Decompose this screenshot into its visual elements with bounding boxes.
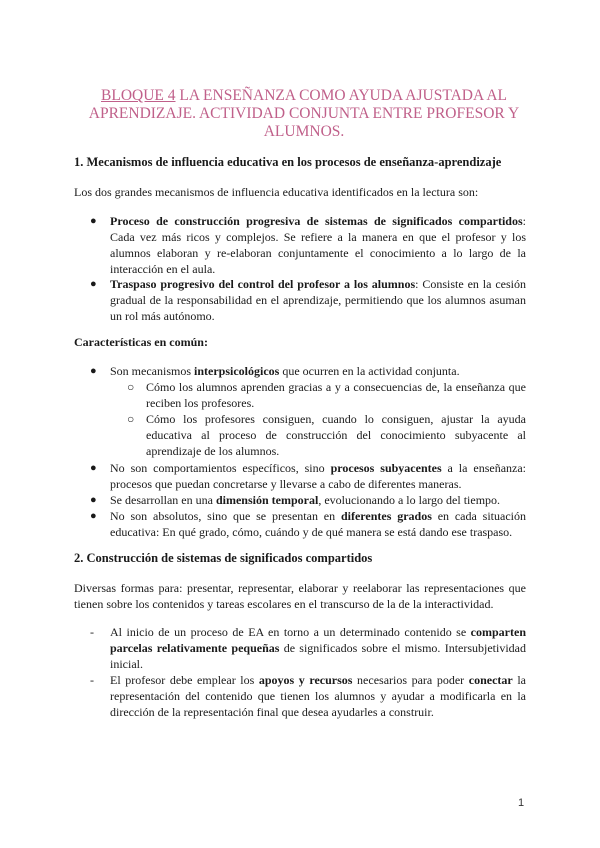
list-item-text: necesarios para poder [352, 673, 469, 687]
section2-heading: 2. Construcción de sistemas de significados compartidos [74, 551, 373, 565]
page-number: 1 [518, 797, 525, 809]
list-item-text: : Cada vez más ricos y complejos. Se refiere a la manera en que el profesor y los alumnos elaboran y re-elaboran conjuntamente el conocimiento a lo largo de la interacción en el aula. [110, 214, 526, 276]
list-item-text: en cada situación educativa: En qué grado, cómo, cuándo y de qué manera se está dando ese traspaso. [110, 509, 526, 539]
list-item-text: : Consiste en la cesión gradual de la responsabilidad en el aprendizaje, permitiendo que los alumnos asuman un rol más autónomo. [110, 277, 526, 323]
list-item-bold: apoyos y recursos [258, 673, 353, 687]
list-item [110, 672, 526, 720]
list-item-text: Se desarrollan en una [110, 493, 216, 507]
sub-list-item: Cómo los profesores consiguen, cuando lo consiguen, ajustar la ayuda educativa al proceso de construcción del conocimiento subyacente al aprendizaje de los alumnos. [146, 412, 526, 458]
list-item [110, 213, 526, 277]
bullet-icon: ● [90, 278, 97, 290]
list-item-text: que ocurren en la actividad conjunta. [279, 364, 460, 378]
bullet-icon: ● [90, 215, 97, 227]
common-heading: Características en común: [74, 335, 208, 349]
bullet-icon: ● [90, 462, 97, 474]
list-item-bold: Traspaso progresivo del control del profesor a los alumnos [110, 277, 416, 291]
list-item-bold: Proceso de construcción progresiva de sistemas de significados compartidos [110, 214, 523, 228]
circle-bullet-icon: ○ [127, 380, 135, 394]
list-item-bold: dimensión temporal [215, 493, 319, 507]
list-item [110, 492, 526, 508]
circle-bullet-icon: ○ [127, 412, 135, 426]
bullet-icon: ● [90, 365, 97, 377]
list-item-text: a la enseñanza: procesos que puedan concretarse y llevarse a cabo de diferentes maneras. [110, 461, 527, 491]
bullet-icon: ● [90, 494, 97, 506]
list-item-bold: procesos subyacentes [330, 461, 442, 475]
list-item-bold: conectar [468, 673, 513, 687]
list-item-text: No son comportamientos específicos, sino [110, 461, 331, 475]
dash-bullet-icon: - [90, 625, 94, 639]
sub-list-item: Cómo los alumnos aprenden gracias a y a consecuencias de, la enseñanza que reciben los profesores. [146, 380, 526, 410]
list-item-bold: comparten parcelas relativamente pequeñas [110, 625, 526, 655]
list-item-text: El profesor debe emplear los [110, 673, 259, 687]
list-item [110, 624, 526, 672]
list-item [110, 276, 526, 324]
list-item [110, 460, 526, 492]
title-text: LA ENSEÑANZA COMO AYUDA AJUSTADA AL APRENDIZAJE. ACTIVIDAD CONJUNTA ENTRE PROFESOR Y ALUMNOS. [88, 87, 520, 140]
bullet-icon: ● [90, 510, 97, 522]
list-item-text: , evolucionando a lo largo del tiempo. [318, 493, 501, 507]
dash-bullet-icon: - [90, 673, 94, 687]
section1-heading: 1. Mecanismos de influencia educativa en los procesos de enseñanza-aprendizaje [74, 155, 502, 169]
list-item-text: No son absolutos, sino que se presentan en [110, 509, 341, 523]
list-item-bold: interpsicológicos [194, 364, 280, 378]
list-item-text: la representación del contenido que tienen los alumnos y ayudar a modificarla en la dirección de la representación final que desea ayudarles a construir. [110, 673, 526, 719]
page-title [88, 87, 520, 141]
section1-intro: Los dos grandes mecanismos de influencia educativa identificados en la lectura son: [74, 185, 479, 199]
list-item-bold: diferentes grados [340, 509, 432, 523]
title-block-link[interactable]: BLOQUE 4 [101, 87, 176, 104]
list-item-text: Al inicio de un proceso de EA en torno a un determinado contenido se [110, 625, 471, 639]
section2-intro: Diversas formas para: presentar, representar, elaborar y reelaborar las representaciones que tienen sobre los contenidos y tareas escolares en el transcurso de la de la interactividad. [74, 581, 526, 611]
list-item [110, 508, 526, 540]
list-item [110, 363, 526, 379]
list-item-text: Son mecanismos [110, 364, 194, 378]
list-item-text: de significados sobre el mismo. Intersubjetividad inicial. [110, 641, 527, 671]
